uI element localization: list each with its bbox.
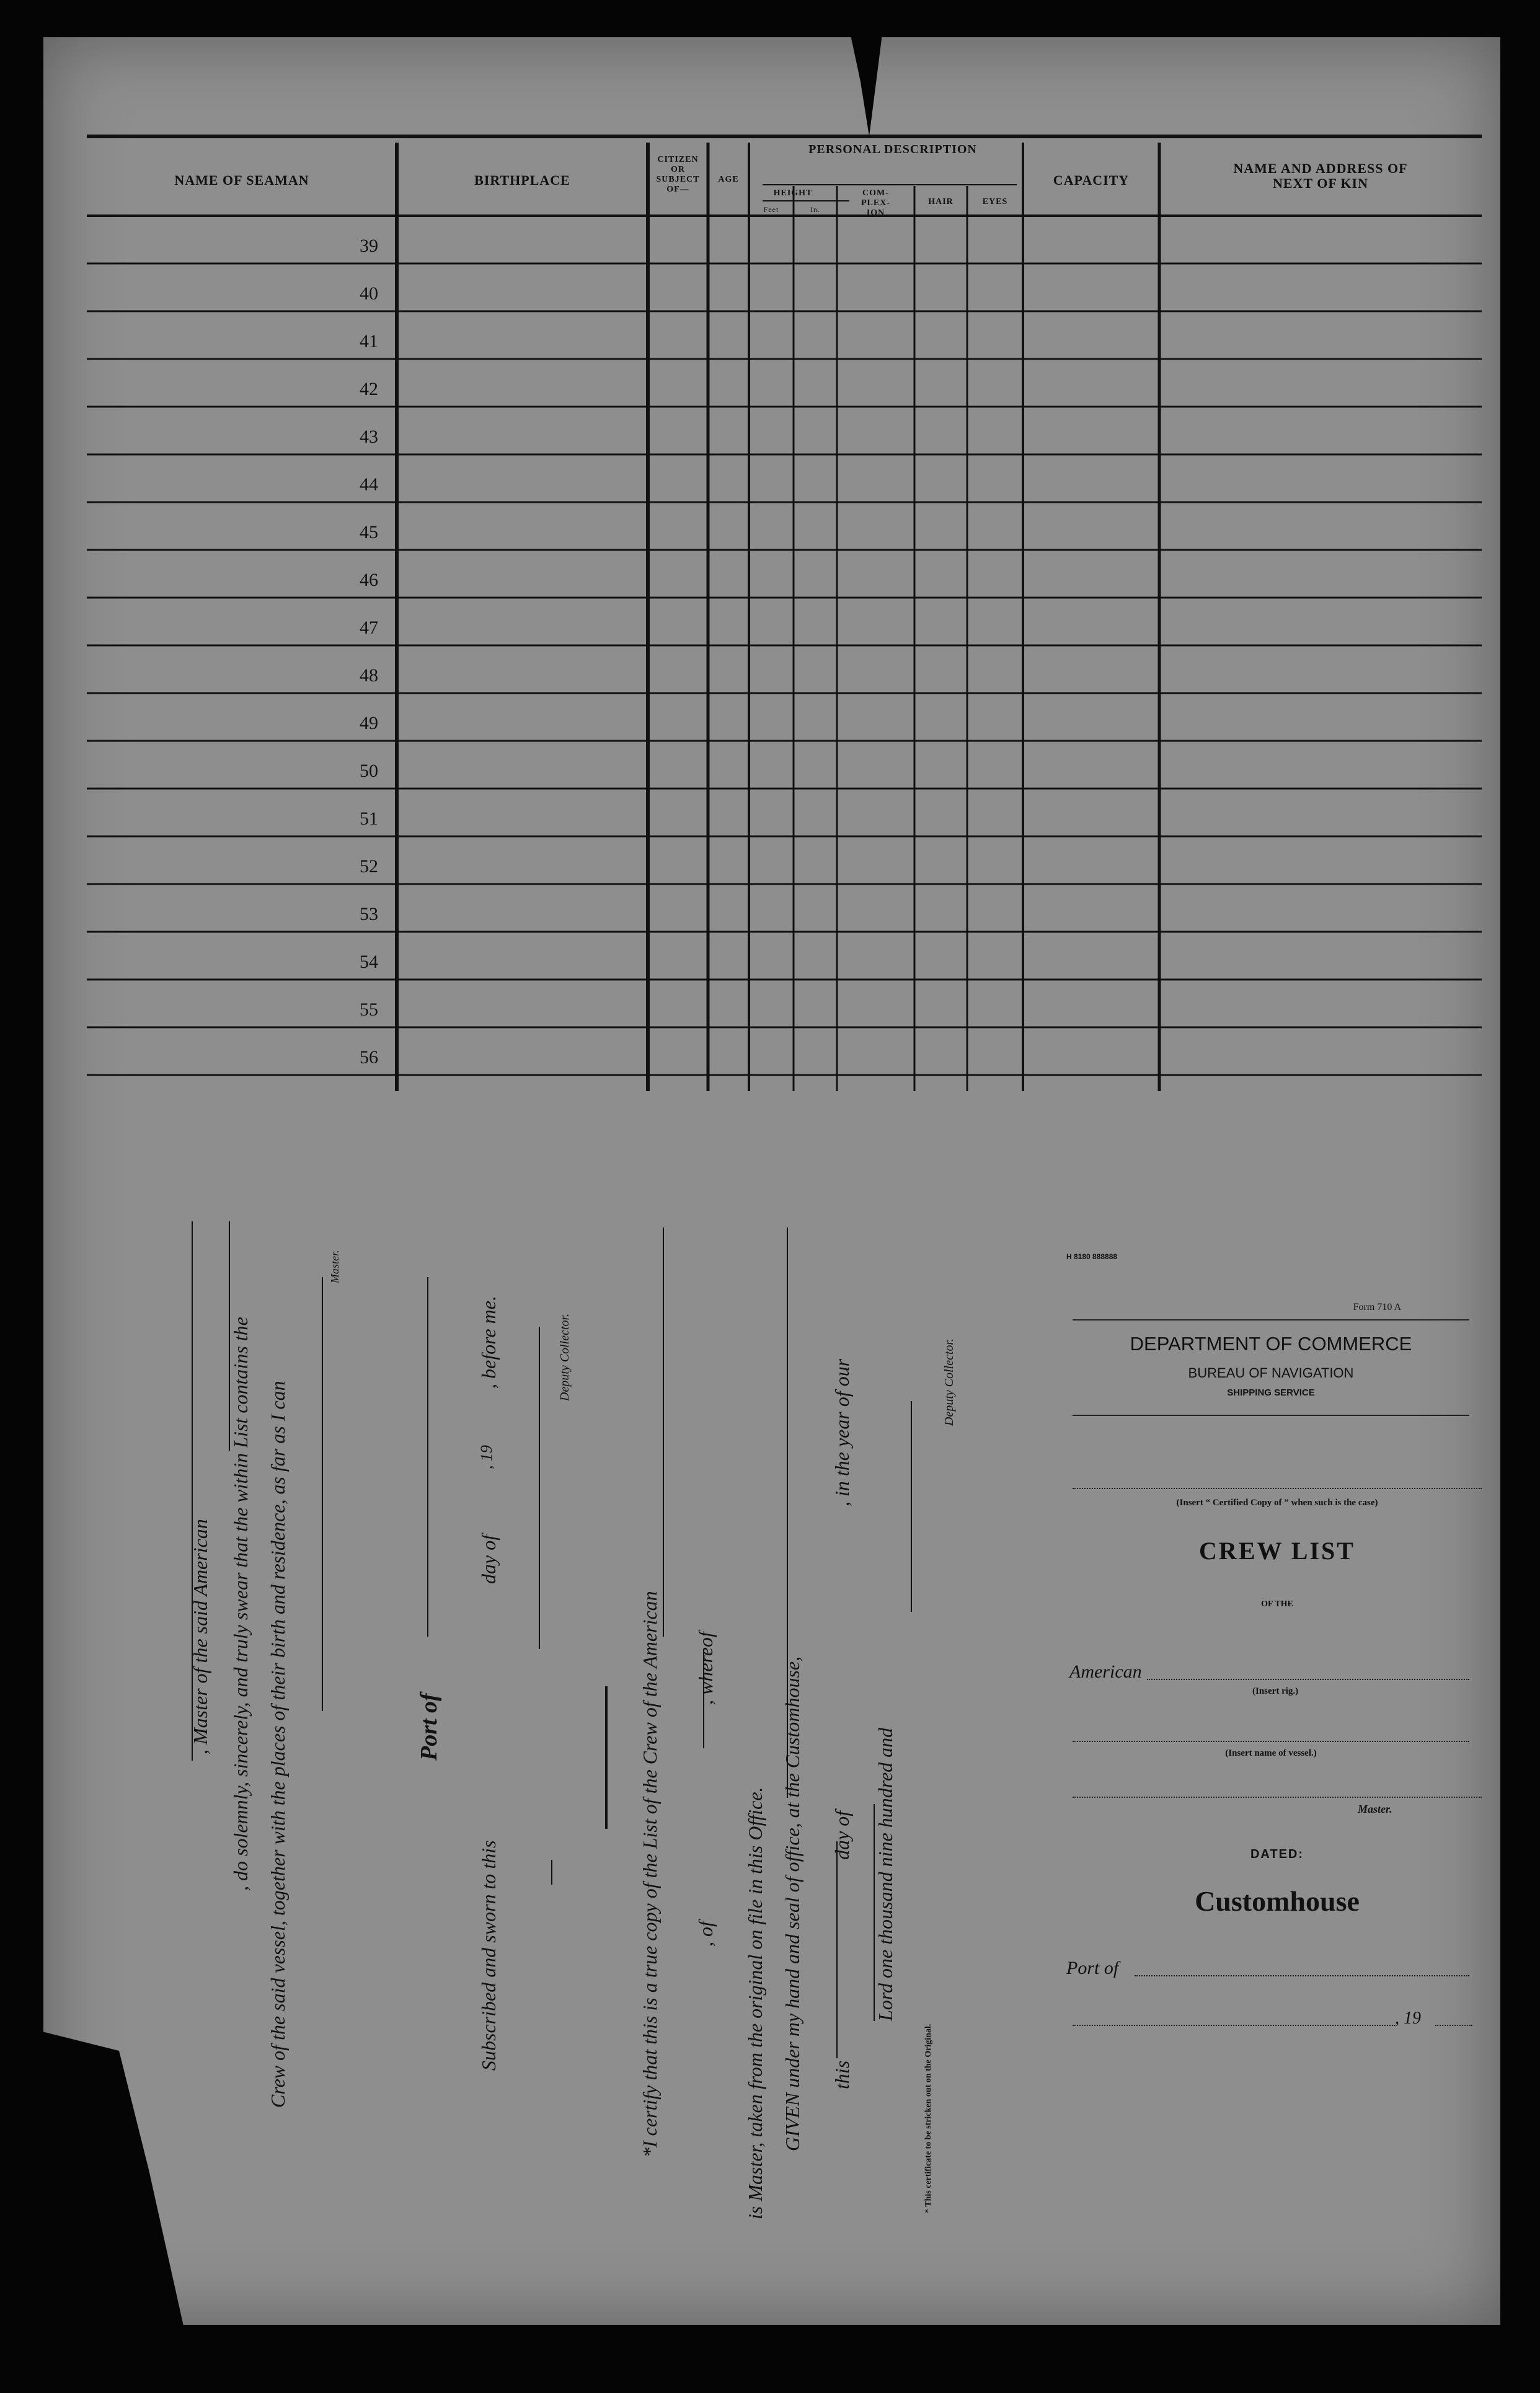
cert-line-1: *I certify that this is a true copy of the List of the Crew of the American xyxy=(639,1591,661,2157)
oath-year: , 19 xyxy=(477,1445,495,1469)
cover-bureau: BUREAU OF NAVIGATION xyxy=(1188,1365,1354,1381)
row-number: 49 xyxy=(360,713,378,733)
rig-line xyxy=(1147,1679,1469,1680)
cert-line-5-day: day of xyxy=(831,1810,853,1860)
header-citizen-line4: OF— xyxy=(666,185,689,194)
row-number: 51 xyxy=(360,808,378,829)
header-name-of-seaman: NAME OF SEAMAN xyxy=(174,172,309,188)
oath-line-1: , Master of the said American xyxy=(189,1519,211,1754)
row-number: 56 xyxy=(360,1047,378,1068)
cert-footnote: * This certificate to be stricken out on the Original. xyxy=(924,2024,933,2213)
cert-deputy-collector: Deputy Collector. xyxy=(942,1338,956,1426)
cover-crew-list: CREW LIST xyxy=(1199,1537,1355,1565)
row-number: 44 xyxy=(360,474,378,495)
row-number: 46 xyxy=(360,570,378,590)
row-number: 53 xyxy=(360,904,378,924)
cert-line-3: is Master, taken from the original on file in this Office. xyxy=(744,1787,766,2219)
header-hair: HAIR xyxy=(928,197,954,206)
oath-line-3: Crew of the said vessel, together with the places of their birth and residence, as far as I can xyxy=(267,1381,289,2108)
cover-of-the: OF THE xyxy=(1261,1599,1293,1609)
port-line xyxy=(1135,1975,1469,1976)
header-citizen-line2: OR xyxy=(671,165,685,174)
header-inches: In. xyxy=(810,205,820,214)
header-complexion-line3: ION xyxy=(866,208,885,218)
row-number: 52 xyxy=(360,856,378,877)
row-number: 54 xyxy=(360,952,378,972)
header-citizen-line3: SUBJECT xyxy=(656,175,700,184)
cert-line-5-year: , in the year of our xyxy=(831,1358,853,1506)
header-feet: Feet xyxy=(763,205,779,214)
header-height: HEIGHT xyxy=(773,188,813,198)
cover-customhouse: Customhouse xyxy=(1195,1885,1360,1917)
row-number: 39 xyxy=(360,236,378,256)
master-line xyxy=(1073,1797,1482,1798)
oath-before-me: , before me. xyxy=(477,1296,500,1389)
cover-department: DEPARTMENT OF COMMERCE xyxy=(1130,1333,1412,1355)
cover-american: American xyxy=(1069,1661,1142,1682)
row-number: 41 xyxy=(360,331,378,352)
cover-rule-mid xyxy=(1073,1415,1469,1416)
header-kin-line1: NAME AND ADDRESS OF xyxy=(1233,161,1408,176)
cert-line-4: GIVEN under my hand and seal of office, at the Customhouse, xyxy=(781,1656,803,2151)
vessel-name-line xyxy=(1073,1741,1469,1742)
oath-deputy-collector: Deputy Collector. xyxy=(558,1313,572,1401)
cover-rule-top xyxy=(1073,1319,1469,1320)
cover-insert-certified: (Insert “ Certified Copy of ” when such is the case) xyxy=(1176,1498,1378,1508)
oath-subscribed: Subscribed and sworn to this xyxy=(477,1840,500,2071)
cert-line-2-whereof: , whereof xyxy=(694,1632,717,1705)
cert-line-5-this: this xyxy=(831,2060,853,2089)
oath-day-of: day of xyxy=(477,1534,500,1584)
header-complexion-line2: PLEX- xyxy=(861,198,890,208)
row-number: 42 xyxy=(360,379,378,399)
oath-line-2: , do solemnly, sincerely, and truly swear that the within List contains the xyxy=(229,1317,252,1891)
cert-line-6: Lord one thousand nine hundred and xyxy=(874,1727,896,2021)
cover-dated: DATED: xyxy=(1250,1847,1304,1861)
header-citizen-line1: CITIZEN xyxy=(657,155,699,164)
year-line xyxy=(1435,2025,1472,2026)
cover-form-block xyxy=(1066,1302,1469,1313)
row-number: 50 xyxy=(360,761,378,781)
form-code: H 8180 888888 xyxy=(1066,1252,1118,1261)
cover-year: , 19 xyxy=(1395,2009,1421,2028)
header-personal-description: PERSONAL DESCRIPTION xyxy=(808,143,977,156)
row-number: 45 xyxy=(360,522,378,542)
row-number: 47 xyxy=(360,617,378,638)
row-number: 43 xyxy=(360,427,378,447)
row-number: 40 xyxy=(360,283,378,304)
header-next-of-kin xyxy=(1159,161,1482,191)
header-kin-line2: NEXT OF KIN xyxy=(1272,175,1369,191)
cover-service: SHIPPING SERVICE xyxy=(1227,1387,1315,1398)
row-number: 48 xyxy=(360,665,378,686)
cover-port-of: Port of xyxy=(1066,1958,1119,1978)
header-citizen xyxy=(648,155,708,195)
form-number: Form 710 A xyxy=(1353,1302,1401,1312)
row-number: 55 xyxy=(360,999,378,1020)
certified-copy-line xyxy=(1073,1488,1482,1489)
header-eyes: EYES xyxy=(982,197,1008,206)
cover-master: Master. xyxy=(1358,1803,1392,1815)
header-complexion xyxy=(837,188,914,218)
crew-list-sheet xyxy=(43,37,1500,2325)
header-complexion-line1: COM- xyxy=(862,188,889,198)
cover-insert-rig: (Insert rig.) xyxy=(1252,1686,1299,1696)
cover-insert-name: (Insert name of vessel.) xyxy=(1225,1748,1317,1758)
header-birthplace: BIRTHPLACE xyxy=(474,172,570,188)
header-age: AGE xyxy=(718,175,739,184)
cert-line-2-of: , of xyxy=(694,1921,717,1947)
header-capacity: CAPACITY xyxy=(1053,172,1130,188)
oath-master-label: Master. xyxy=(329,1250,341,1283)
oath-port-of: Port of xyxy=(416,1693,442,1761)
date-line xyxy=(1073,2025,1395,2026)
